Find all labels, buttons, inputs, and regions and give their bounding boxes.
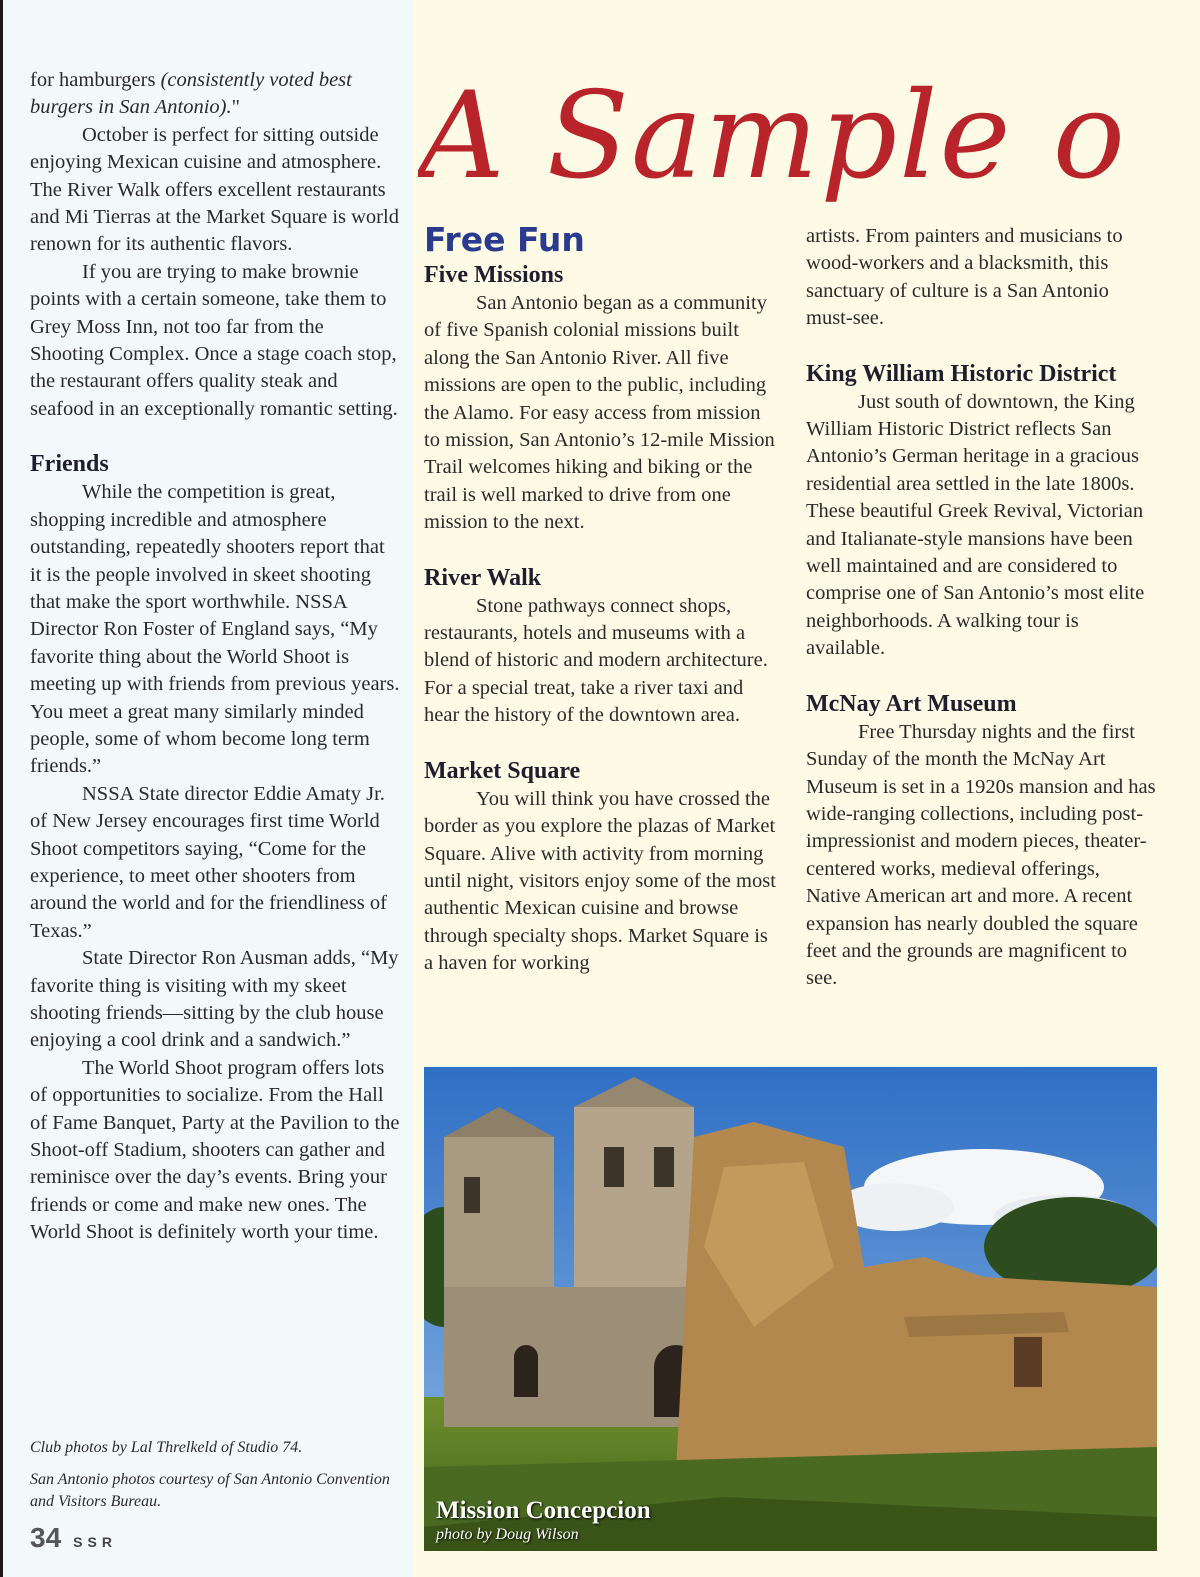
photo-credits [30, 1437, 390, 1523]
five-missions-text: San Antonio began as a community of five Spanish colonial missions built along the San Antonio River. All five missions are open to the public, including the Alamo. For easy access from mission to mission, San Antonio’s 12-mile Mission Trail welcomes hiking and biking or the trail is well marked to drive from one mission to the next. [424, 292, 775, 534]
paragraph-grey-moss: If you are trying to make brownie points with a certain someone, take them to Grey Moss Inn, not too far from the Shooting Complex. Once a stage coach stop, the restaurant offers quality steak and seafood in an exceptionally romantic setting. [30, 260, 398, 420]
page-footer [30, 1522, 117, 1554]
five-missions-heading: Five Missions [424, 262, 564, 288]
caption-credit: photo by Doug Wilson [436, 1526, 579, 1543]
market-square-text: You will think you have crossed the border as you explore the plazas of Market Square. Alive with activity from morning until night, visitors enjoy some of the most authentic Mexican cuisine and browse through specialty shops. Market Square is a haven for working [424, 787, 776, 975]
paragraph-october: October is perfect for sitting outside enjoying Mexican cuisine and atmosphere. The River Walk offers excellent restaurants and Mi Tierras at the Market Square is world renown for its authentic flavors. [30, 123, 399, 256]
paragraph-friends-3: State Director Ron Ausman adds, “My favorite thing is visiting with my skeet shooting friends—sitting by the club house enjoying a cool drink and a sandwich.” [30, 947, 399, 1052]
mcnay-text: Free Thursday nights and the first Sunday of the month the McNay Art Museum is set in a 1920s mansion and has wide-ranging collections, including post-impressionist and modern pieces, theater-centered works, medieval offerings, Native American art and more. A recent expansion has nearly doubled the square feet and the grounds are magnificent to see. [806, 720, 1156, 990]
photo-caption [436, 1497, 651, 1545]
credit-san-antonio-photos: San Antonio photos courtesy of San Antonio Convention and Visitors Bureau. [30, 1471, 390, 1510]
right-column-text [806, 223, 1158, 993]
middle-column-text [424, 220, 780, 978]
page-number: 34 [30, 1522, 62, 1553]
left-edge-rule [0, 0, 3, 1577]
king-william-heading: King William Historic District [806, 360, 1117, 387]
king-william-text: Just south of downtown, the King William Historic District reflects San Antonio’s German heritage in a gracious residential area settled in the late 1800s. These beautiful Greek Revival, Victorian and Italianate-style mansions have been well maintained and are considered to comprise one of San Antonio’s most elite neighborhoods. A walking tour is available. [806, 390, 1145, 660]
article-title: A Sample o [418, 67, 1127, 206]
caption-title: Mission Concepcion [436, 1497, 651, 1524]
mission-concepcion-photo [424, 1067, 1157, 1551]
market-square-continued: artists. From painters and musicians to wood-workers and a blacksmith, this sanctuary of culture is a San Antonio must-see. [806, 225, 1123, 330]
friends-heading: Friends [30, 451, 109, 478]
intro-paragraph: for hamburgers (consistently voted best burgers in San Antonio)." [30, 69, 352, 119]
market-square-heading: Market Square [424, 757, 581, 784]
paragraph-friends-1: While the competition is great, shopping incredible and atmosphere outstanding, repeatedly shooters report that it is the people involved in skeet shooting that make the sport worthwhile. NSSA Director Ron Foster of England says, “My favorite thing about the World Shoot is meeting up with friends from previous years. You meet a great many similarly minded people, some of whom become long term friends.” [30, 481, 400, 778]
mission-photo-illustration [424, 1067, 1157, 1551]
mcnay-heading: McNay Art Museum [806, 690, 1017, 717]
paragraph-friends-2: NSSA State director Eddie Amaty Jr. of New Jersey encourages first time World Shoot competitors saying, “Come for the experience, to meet other shooters from around the world and for the friendliness of Texas.” [30, 782, 387, 942]
credit-club-photos: Club photos by Lal Threlkeld of Studio 74. [30, 1439, 303, 1456]
left-column-text [30, 67, 400, 1247]
magazine-name: SSR [73, 1534, 117, 1550]
river-walk-heading: River Walk [424, 564, 542, 591]
free-fun-heading: Free Fun [424, 220, 585, 259]
paragraph-friends-4: The World Shoot program offers lots of opportunities to socialize. From the Hall of Fame Banquet, Party at the Pavilion to the Shoot-off Stadium, shooters can gather and reminisce over the day’s events. Bring your friends or come and make new ones. The World Shoot is definitely worth your time. [30, 1056, 400, 1244]
river-walk-text: Stone pathways connect shops, restaurants, hotels and museums with a blend of historic and modern architecture. For a special treat, take a river taxi and hear the history of the downtown area. [424, 594, 768, 727]
